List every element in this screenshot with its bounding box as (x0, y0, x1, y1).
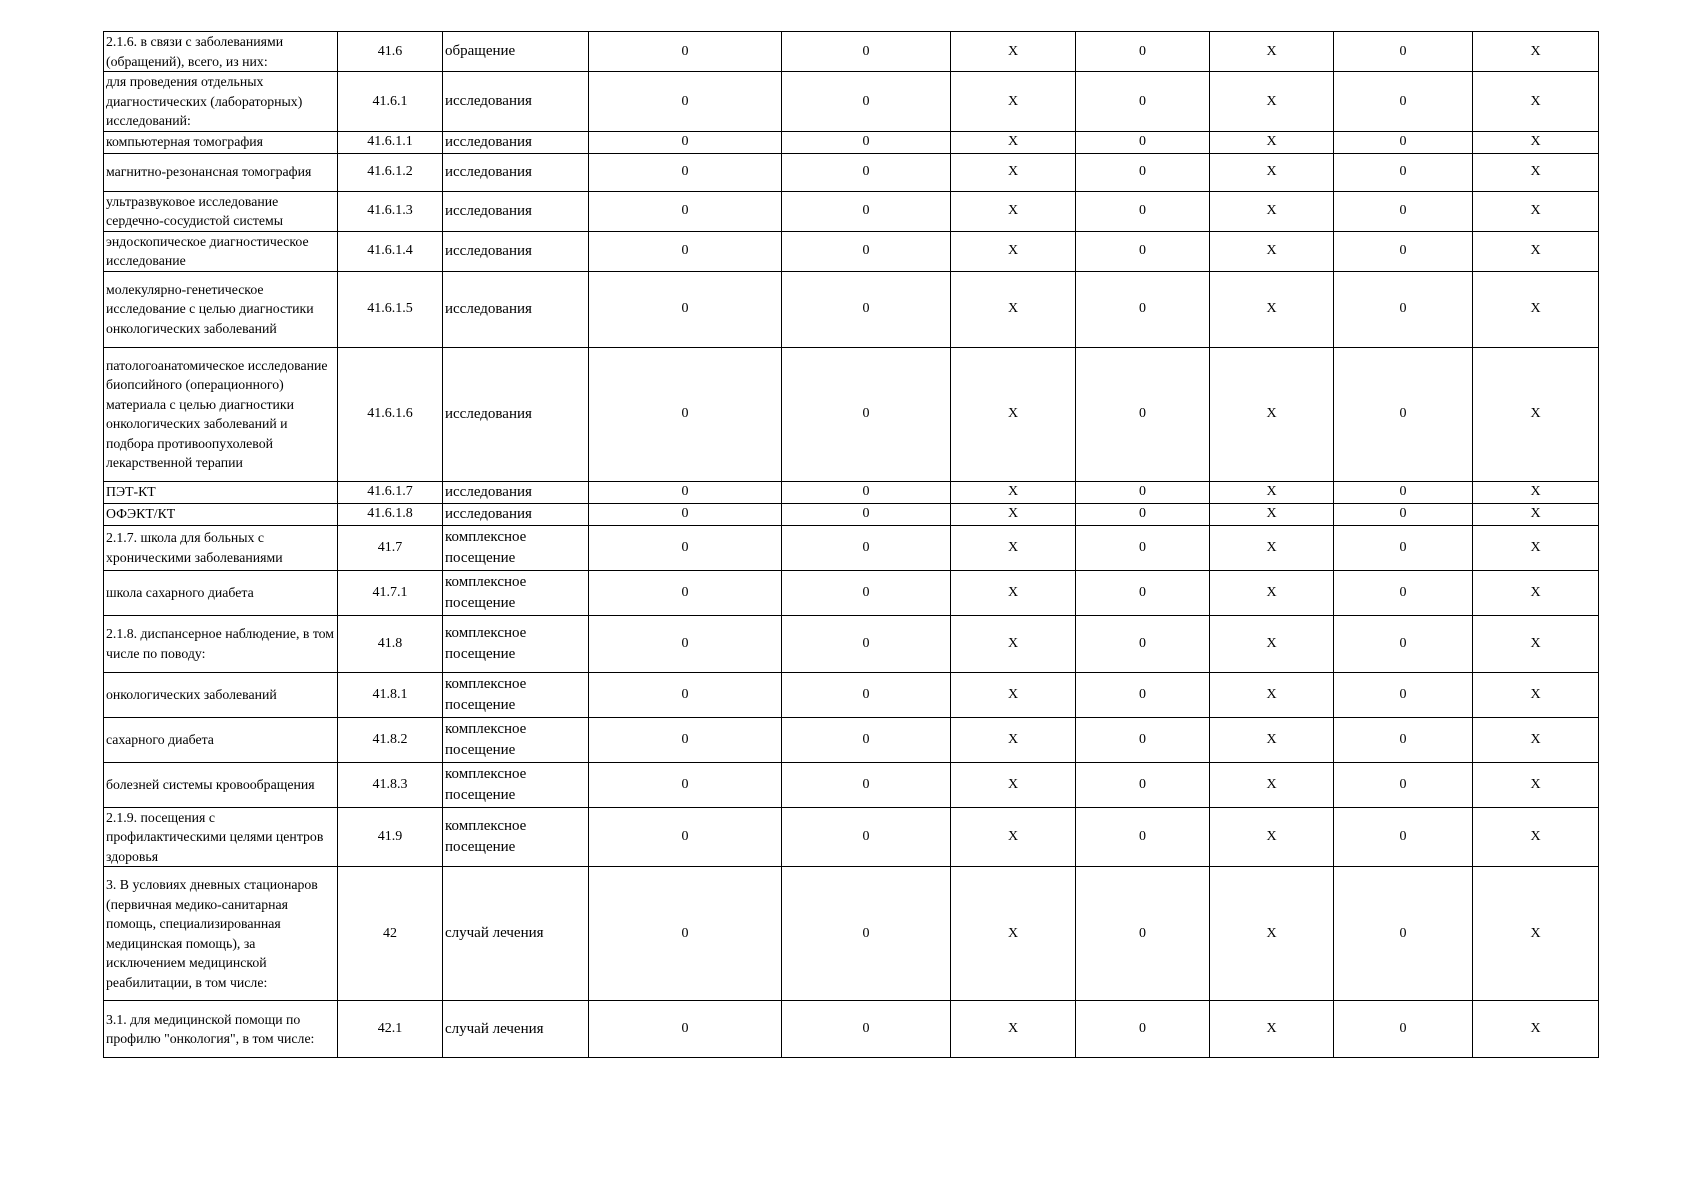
table-row (104, 32, 1599, 72)
row-value-cell: X (1473, 231, 1599, 271)
row-value-cell: X (951, 672, 1076, 717)
row-value-cell: 0 (589, 525, 782, 570)
row-value-cell: 0 (782, 525, 951, 570)
row-name-cell: ОФЭКТ/КТ (104, 503, 338, 525)
row-value-cell: 0 (1334, 570, 1473, 615)
row-value-cell: 0 (1334, 807, 1473, 867)
row-name-cell: ультразвуковое исследование сердечно-сосудистой системы (104, 191, 338, 231)
table-row (104, 191, 1599, 231)
table-row (104, 1001, 1599, 1058)
row-value-cell: X (1473, 131, 1599, 153)
row-unit-cell: комплексное посещение (443, 615, 589, 672)
row-value-cell: X (951, 717, 1076, 762)
row-value-cell: 0 (589, 481, 782, 503)
row-value-cell: X (1210, 615, 1334, 672)
row-value-cell: X (1473, 615, 1599, 672)
row-name-cell: 3. В условиях дневных стационаров (первичная медико-санитарная помощь, специализированная медицинская помощь), за исключением медицинской реабилитации, в том числе: (104, 867, 338, 1001)
row-code-cell: 41.6.1.1 (338, 131, 443, 153)
row-value-cell: 0 (1334, 615, 1473, 672)
row-unit-cell: исследования (443, 153, 589, 191)
row-value-cell: X (951, 271, 1076, 347)
row-value-cell: 0 (1076, 131, 1210, 153)
row-name-cell: молекулярно-генетическое исследование с целью диагностики онкологических заболеваний (104, 271, 338, 347)
row-value-cell: 0 (1076, 867, 1210, 1001)
row-unit-cell: исследования (443, 271, 589, 347)
row-value-cell: X (1210, 347, 1334, 481)
row-value-cell: X (1210, 231, 1334, 271)
row-value-cell: X (1473, 191, 1599, 231)
row-value-cell: X (1210, 481, 1334, 503)
table-row (104, 72, 1599, 132)
row-value-cell: X (1473, 570, 1599, 615)
row-code-cell: 41.7 (338, 525, 443, 570)
row-value-cell: X (951, 32, 1076, 72)
row-value-cell: 0 (1076, 570, 1210, 615)
row-name-cell: эндоскопическое диагностическое исследование (104, 231, 338, 271)
row-unit-cell: исследования (443, 131, 589, 153)
row-value-cell: 0 (782, 481, 951, 503)
row-value-cell: 0 (782, 131, 951, 153)
row-unit-cell: исследования (443, 347, 589, 481)
table-row (104, 672, 1599, 717)
row-unit-cell: комплексное посещение (443, 570, 589, 615)
row-code-cell: 41.8.1 (338, 672, 443, 717)
row-unit-cell: исследования (443, 72, 589, 132)
row-value-cell: 0 (589, 271, 782, 347)
row-value-cell: 0 (1334, 153, 1473, 191)
row-value-cell: 0 (782, 503, 951, 525)
row-name-cell: болезней системы кровообращения (104, 762, 338, 807)
row-name-cell: для проведения отдельных диагностических (лабораторных) исследований: (104, 72, 338, 132)
row-code-cell: 41.6 (338, 32, 443, 72)
row-value-cell: X (951, 503, 1076, 525)
row-value-cell: 0 (1076, 762, 1210, 807)
row-value-cell: 0 (589, 615, 782, 672)
table-body (104, 32, 1599, 1058)
row-value-cell: X (951, 231, 1076, 271)
row-value-cell: 0 (1334, 1001, 1473, 1058)
row-value-cell: 0 (782, 867, 951, 1001)
table-row (104, 807, 1599, 867)
row-value-cell: X (1210, 717, 1334, 762)
row-value-cell: 0 (589, 867, 782, 1001)
row-value-cell: 0 (782, 191, 951, 231)
row-code-cell: 41.6.1.5 (338, 271, 443, 347)
row-value-cell: 0 (589, 347, 782, 481)
row-value-cell: X (951, 347, 1076, 481)
row-value-cell: X (1473, 717, 1599, 762)
row-value-cell: 0 (1076, 503, 1210, 525)
row-name-cell: 2.1.6. в связи с заболеваниями (обращений), всего, из них: (104, 32, 338, 72)
row-value-cell: 0 (589, 131, 782, 153)
row-value-cell: 0 (589, 1001, 782, 1058)
row-value-cell: X (951, 153, 1076, 191)
row-value-cell: X (1210, 807, 1334, 867)
row-name-cell: школа сахарного диабета (104, 570, 338, 615)
row-name-cell: сахарного диабета (104, 717, 338, 762)
row-value-cell: 0 (1334, 762, 1473, 807)
row-code-cell: 41.8.3 (338, 762, 443, 807)
row-value-cell: 0 (1076, 271, 1210, 347)
row-value-cell: X (1210, 570, 1334, 615)
row-code-cell: 41.7.1 (338, 570, 443, 615)
row-value-cell: X (1210, 762, 1334, 807)
row-value-cell: X (1473, 807, 1599, 867)
row-value-cell: X (951, 191, 1076, 231)
row-value-cell: 0 (782, 807, 951, 867)
row-code-cell: 41.8.2 (338, 717, 443, 762)
row-value-cell: 0 (1334, 271, 1473, 347)
row-value-cell: 0 (1076, 481, 1210, 503)
row-value-cell: 0 (1334, 867, 1473, 1001)
row-value-cell: 0 (1076, 153, 1210, 191)
row-unit-cell: обращение (443, 32, 589, 72)
row-value-cell: 0 (782, 72, 951, 132)
row-unit-cell: комплексное посещение (443, 762, 589, 807)
table-row (104, 231, 1599, 271)
row-value-cell: X (1473, 72, 1599, 132)
row-code-cell: 41.6.1.6 (338, 347, 443, 481)
table-row (104, 131, 1599, 153)
row-value-cell: 0 (1076, 672, 1210, 717)
row-unit-cell: исследования (443, 481, 589, 503)
table-row (104, 762, 1599, 807)
row-value-cell: 0 (1076, 807, 1210, 867)
row-value-cell: X (1210, 153, 1334, 191)
row-value-cell: 0 (1334, 72, 1473, 132)
row-value-cell: 0 (1334, 347, 1473, 481)
row-name-cell: ПЭТ-КТ (104, 481, 338, 503)
row-value-cell: X (951, 72, 1076, 132)
row-unit-cell: комплексное посещение (443, 807, 589, 867)
row-code-cell: 42.1 (338, 1001, 443, 1058)
row-value-cell: X (1210, 72, 1334, 132)
table-row (104, 717, 1599, 762)
row-value-cell: 0 (589, 153, 782, 191)
table-row (104, 525, 1599, 570)
row-value-cell: 0 (1334, 231, 1473, 271)
row-value-cell: 0 (1076, 525, 1210, 570)
row-value-cell: X (1210, 672, 1334, 717)
row-value-cell: 0 (589, 32, 782, 72)
row-code-cell: 41.6.1.3 (338, 191, 443, 231)
row-code-cell: 41.6.1.2 (338, 153, 443, 191)
row-value-cell: 0 (1334, 191, 1473, 231)
row-code-cell: 42 (338, 867, 443, 1001)
row-value-cell: X (951, 481, 1076, 503)
row-value-cell: 0 (782, 231, 951, 271)
row-value-cell: 0 (1076, 231, 1210, 271)
row-value-cell: X (1473, 525, 1599, 570)
row-value-cell: X (1210, 271, 1334, 347)
row-value-cell: 0 (782, 271, 951, 347)
row-value-cell: 0 (1334, 131, 1473, 153)
row-value-cell: X (1473, 153, 1599, 191)
row-value-cell: 0 (782, 672, 951, 717)
row-unit-cell: исследования (443, 503, 589, 525)
row-name-cell: 2.1.9. посещения с профилактическими целями центров здоровья (104, 807, 338, 867)
row-value-cell: X (1473, 867, 1599, 1001)
row-value-cell: X (1473, 32, 1599, 72)
row-value-cell: 0 (589, 503, 782, 525)
row-value-cell: 0 (589, 191, 782, 231)
row-value-cell: 0 (782, 717, 951, 762)
row-value-cell: 0 (782, 570, 951, 615)
row-unit-cell: комплексное посещение (443, 525, 589, 570)
row-value-cell: X (1473, 672, 1599, 717)
row-name-cell: 3.1. для медицинской помощи по профилю "онкология", в том числе: (104, 1001, 338, 1058)
row-value-cell: 0 (589, 717, 782, 762)
row-value-cell: X (1210, 32, 1334, 72)
row-value-cell: X (951, 762, 1076, 807)
row-value-cell: X (1473, 481, 1599, 503)
row-value-cell: 0 (1334, 672, 1473, 717)
row-unit-cell: случай лечения (443, 867, 589, 1001)
row-value-cell: X (951, 615, 1076, 672)
row-name-cell: 2.1.7. школа для больных с хроническими заболеваниями (104, 525, 338, 570)
table-row (104, 153, 1599, 191)
row-value-cell: 0 (589, 231, 782, 271)
row-value-cell: 0 (1076, 347, 1210, 481)
row-value-cell: 0 (1334, 717, 1473, 762)
row-value-cell: X (1473, 271, 1599, 347)
table-row (104, 481, 1599, 503)
row-value-cell: 0 (1076, 32, 1210, 72)
row-value-cell: X (1473, 503, 1599, 525)
row-unit-cell: комплексное посещение (443, 717, 589, 762)
table-row (104, 271, 1599, 347)
row-value-cell: X (951, 131, 1076, 153)
row-value-cell: X (1473, 1001, 1599, 1058)
row-value-cell: 0 (782, 615, 951, 672)
row-value-cell: X (1210, 503, 1334, 525)
row-value-cell: 0 (589, 672, 782, 717)
row-value-cell: X (1473, 347, 1599, 481)
row-value-cell: 0 (782, 1001, 951, 1058)
row-value-cell: 0 (782, 347, 951, 481)
table-row (104, 503, 1599, 525)
row-value-cell: X (1210, 867, 1334, 1001)
row-code-cell: 41.6.1.8 (338, 503, 443, 525)
row-unit-cell: комплексное посещение (443, 672, 589, 717)
row-code-cell: 41.6.1.4 (338, 231, 443, 271)
row-value-cell: 0 (1076, 615, 1210, 672)
row-value-cell: 0 (1334, 525, 1473, 570)
table-row (104, 347, 1599, 481)
row-value-cell: 0 (782, 32, 951, 72)
row-value-cell: 0 (1334, 503, 1473, 525)
row-name-cell: магнитно-резонансная томография (104, 153, 338, 191)
row-value-cell: X (1210, 1001, 1334, 1058)
row-value-cell: X (1473, 762, 1599, 807)
row-value-cell: X (951, 525, 1076, 570)
data-table (103, 31, 1599, 1058)
row-value-cell: 0 (589, 570, 782, 615)
table-row (104, 615, 1599, 672)
row-name-cell: 2.1.8. диспансерное наблюдение, в том числе по поводу: (104, 615, 338, 672)
row-value-cell: X (1210, 131, 1334, 153)
row-name-cell: онкологических заболеваний (104, 672, 338, 717)
row-value-cell: 0 (589, 807, 782, 867)
row-value-cell: X (1210, 191, 1334, 231)
row-value-cell: 0 (1076, 72, 1210, 132)
row-value-cell: 0 (1076, 191, 1210, 231)
row-value-cell: 0 (1076, 1001, 1210, 1058)
row-unit-cell: исследования (443, 191, 589, 231)
row-code-cell: 41.9 (338, 807, 443, 867)
table-row (104, 867, 1599, 1001)
row-value-cell: 0 (1076, 717, 1210, 762)
row-value-cell: X (1210, 525, 1334, 570)
row-value-cell: X (951, 570, 1076, 615)
row-code-cell: 41.6.1.7 (338, 481, 443, 503)
row-value-cell: 0 (589, 72, 782, 132)
row-value-cell: 0 (1334, 481, 1473, 503)
row-unit-cell: случай лечения (443, 1001, 589, 1058)
row-code-cell: 41.6.1 (338, 72, 443, 132)
row-value-cell: 0 (589, 762, 782, 807)
row-value-cell: X (951, 867, 1076, 1001)
row-name-cell: компьютерная томография (104, 131, 338, 153)
row-unit-cell: исследования (443, 231, 589, 271)
row-value-cell: 0 (1334, 32, 1473, 72)
row-value-cell: X (951, 807, 1076, 867)
table-row (104, 570, 1599, 615)
row-code-cell: 41.8 (338, 615, 443, 672)
row-value-cell: X (951, 1001, 1076, 1058)
row-value-cell: 0 (782, 762, 951, 807)
row-value-cell: 0 (782, 153, 951, 191)
row-name-cell: патологоанатомическое исследование биопсийного (операционного) материала с целью диагностики онкологических заболеваний и подбора противоопухолевой лекарственной терапии (104, 347, 338, 481)
